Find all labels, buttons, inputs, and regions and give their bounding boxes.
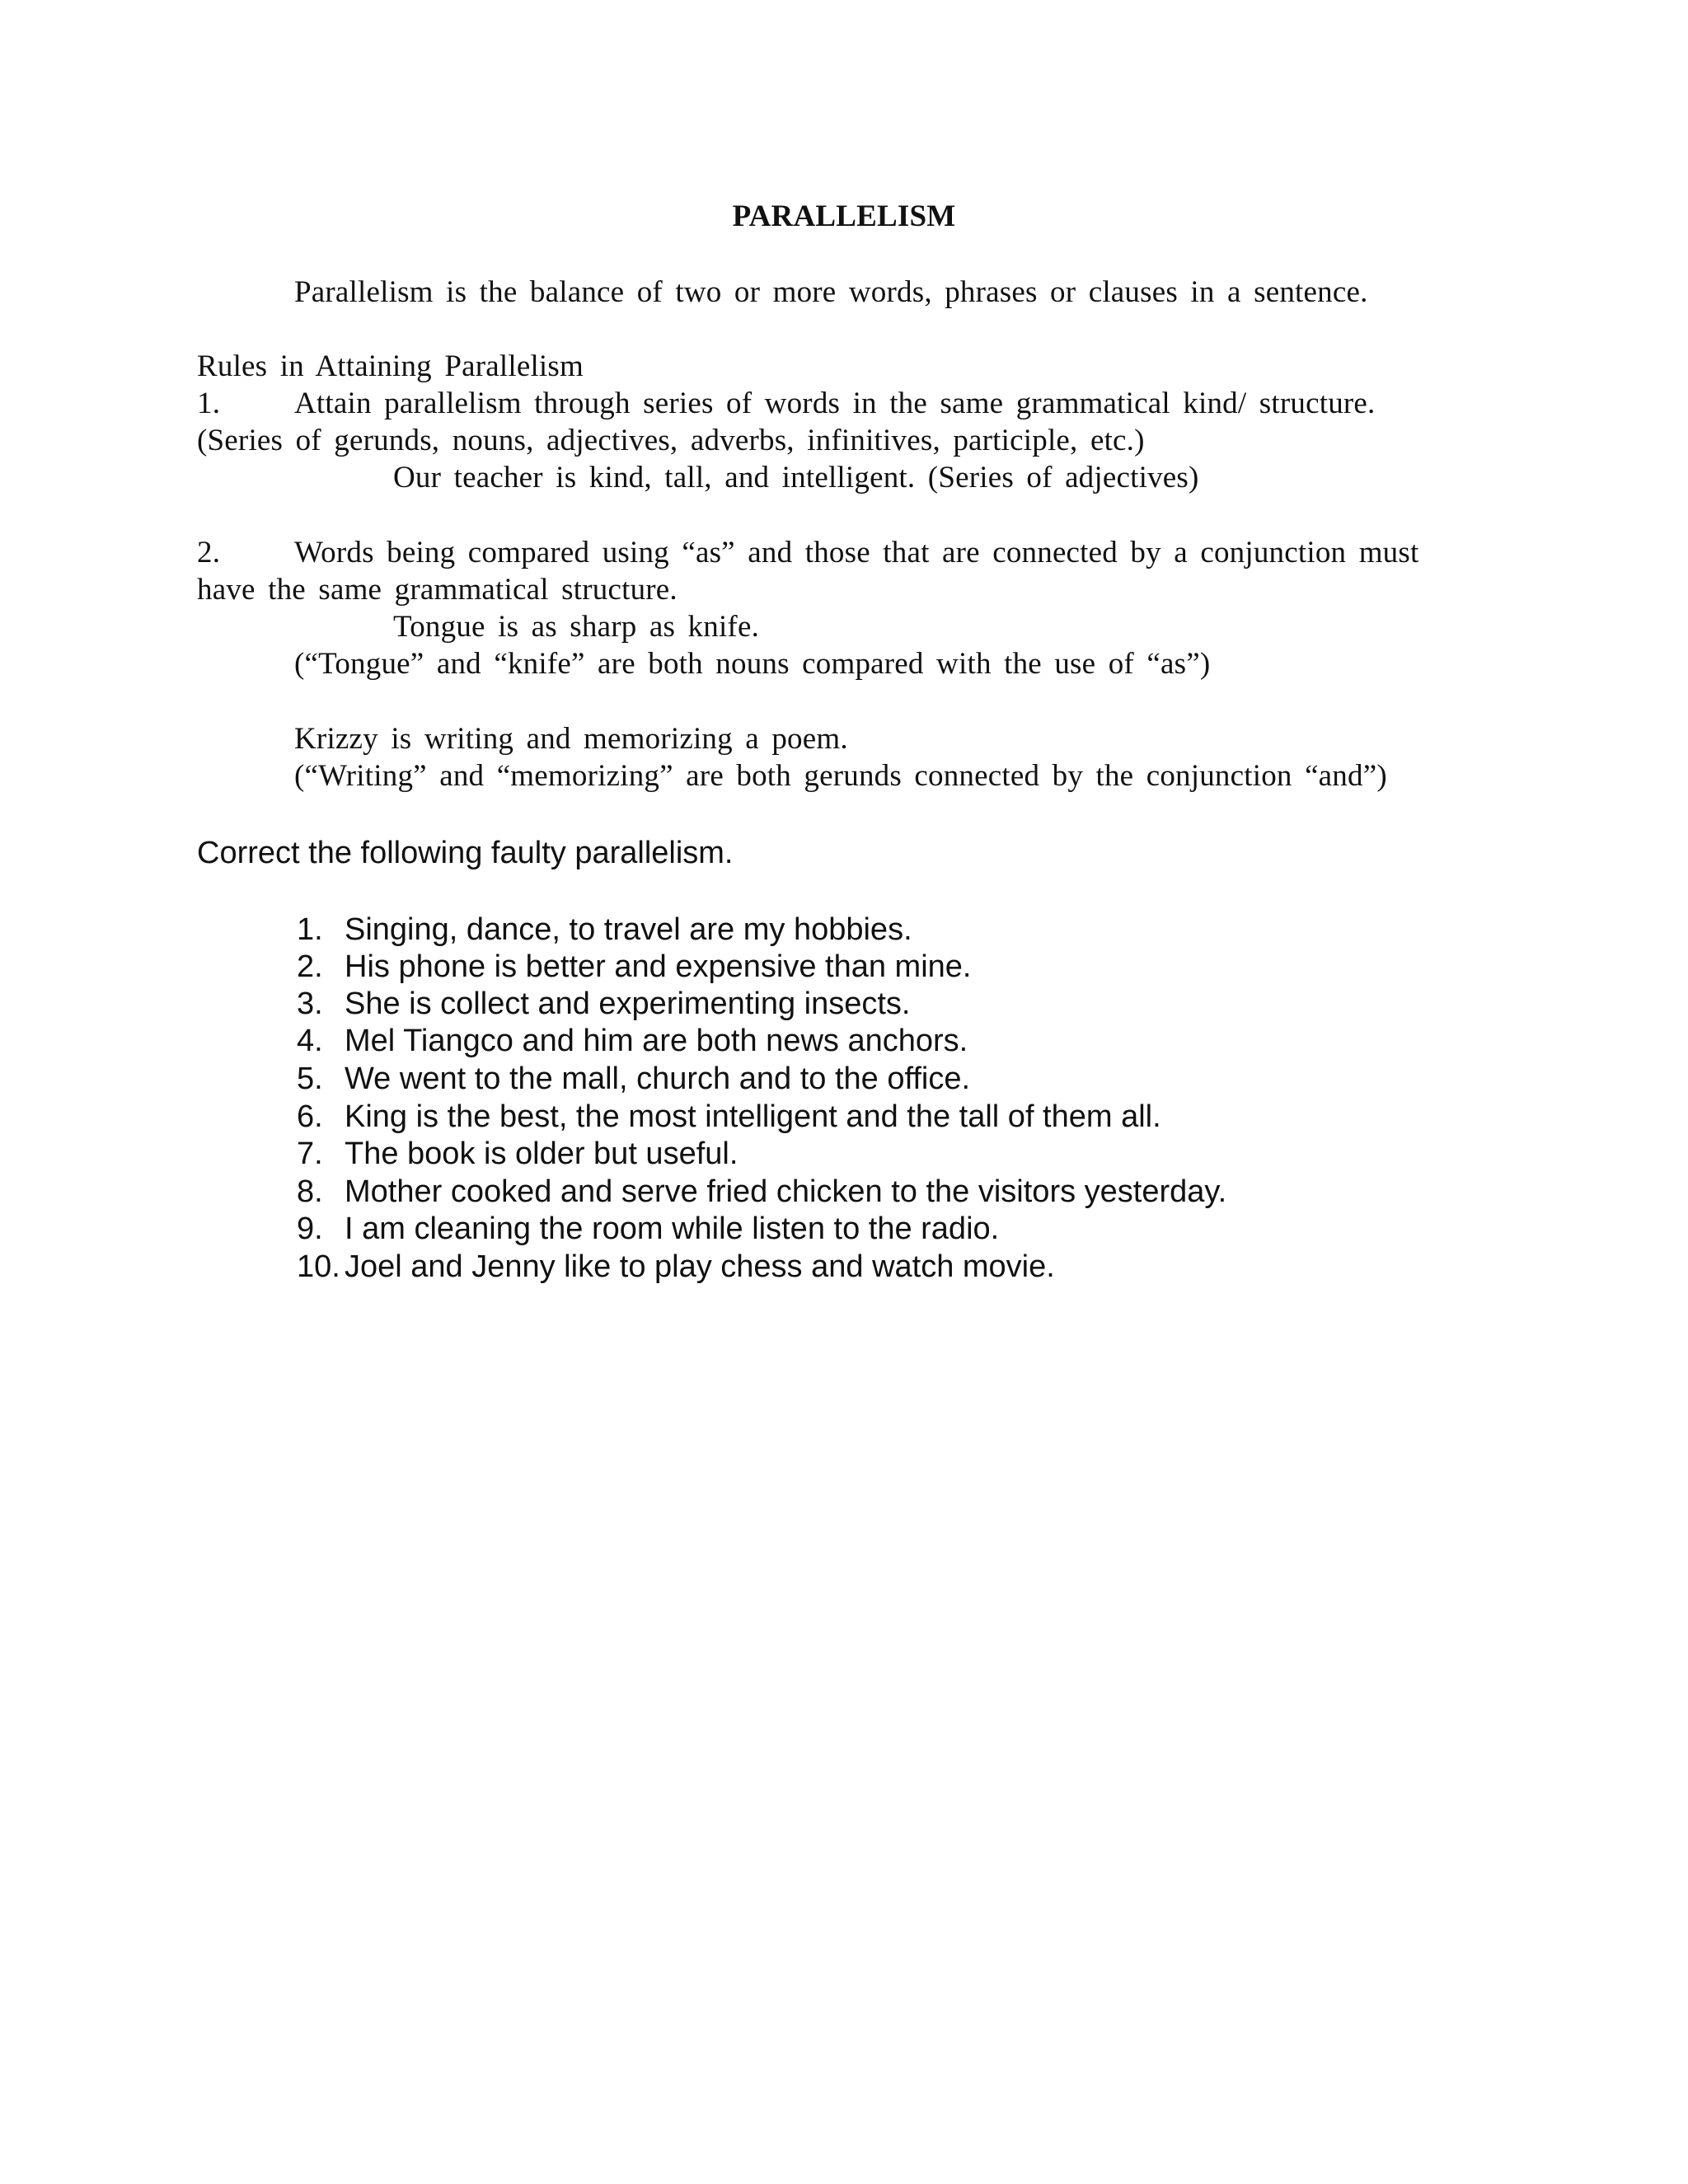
list-item-text: King is the best, the most intelligent and the tall of them all.: [345, 1099, 1161, 1134]
list-item-text: We went to the mall, church and to the office.: [345, 1062, 971, 1096]
list-item-number: 1.: [297, 912, 323, 947]
rule-1-number: 1.: [197, 387, 221, 420]
rule-1-text: Attain parallelism through series of words in the same grammatical kind/ structure.: [294, 387, 1376, 420]
rules-heading: Rules in Attaining Parallelism: [197, 349, 584, 383]
list-item-text: Mother cooked and serve fried chicken to the visitors yesterday.: [345, 1174, 1227, 1209]
list-item-number: 7.: [297, 1137, 323, 1171]
rule-1-note: (Series of gerunds, nouns, adjectives, adverbs, infinitives, participle, etc.): [197, 424, 1145, 457]
rule-2-text-line-1: Words being compared using “as” and those that are connected by a conjunction must: [294, 536, 1419, 569]
list-item-text: I am cleaning the room while listen to the radio.: [345, 1212, 1000, 1246]
list-item-text: The book is older but useful.: [345, 1137, 738, 1171]
list-item-number: 6.: [297, 1099, 323, 1134]
rule-2-number: 2.: [197, 536, 221, 569]
exercise-instruction: Correct the following faulty parallelism.: [197, 836, 734, 870]
definition-text: Parallelism is the balance of two or more words, phrases or clauses in a sentence.: [294, 275, 1368, 309]
list-item-number: 5.: [297, 1062, 323, 1096]
page-title: PARALLELISM: [732, 199, 956, 233]
list-item-text: She is collect and experimenting insects.: [345, 987, 911, 1021]
rule-2-text-line-2: have the same grammatical structure.: [197, 573, 678, 607]
list-item-text: His phone is better and expensive than mine.: [345, 949, 972, 984]
rule-2-example-1: Tongue is as sharp as knife.: [393, 610, 760, 644]
rule-2-example-2: Krizzy is writing and memorizing a poem.: [294, 722, 848, 756]
list-item-number: 9.: [297, 1212, 323, 1246]
list-item-text: Singing, dance, to travel are my hobbies.: [345, 912, 912, 947]
list-item-number: 8.: [297, 1174, 323, 1209]
list-item-text: Mel Tiangco and him are both news anchors.: [345, 1024, 968, 1058]
list-item-number: 10.: [297, 1249, 340, 1284]
rule-2-explanation-2: (“Writing” and “memorizing” are both gerunds connected by the conjunction “and”): [294, 759, 1387, 793]
list-item-number: 3.: [297, 987, 323, 1021]
list-item-text: Joel and Jenny like to play chess and watch movie.: [345, 1249, 1055, 1284]
list-item-number: 4.: [297, 1024, 323, 1058]
list-item-number: 2.: [297, 949, 323, 984]
rule-1-example: Our teacher is kind, tall, and intelligent. (Series of adjectives): [393, 461, 1199, 494]
rule-2-explanation-1: (“Tongue” and “knife” are both nouns compared with the use of “as”): [294, 647, 1211, 681]
